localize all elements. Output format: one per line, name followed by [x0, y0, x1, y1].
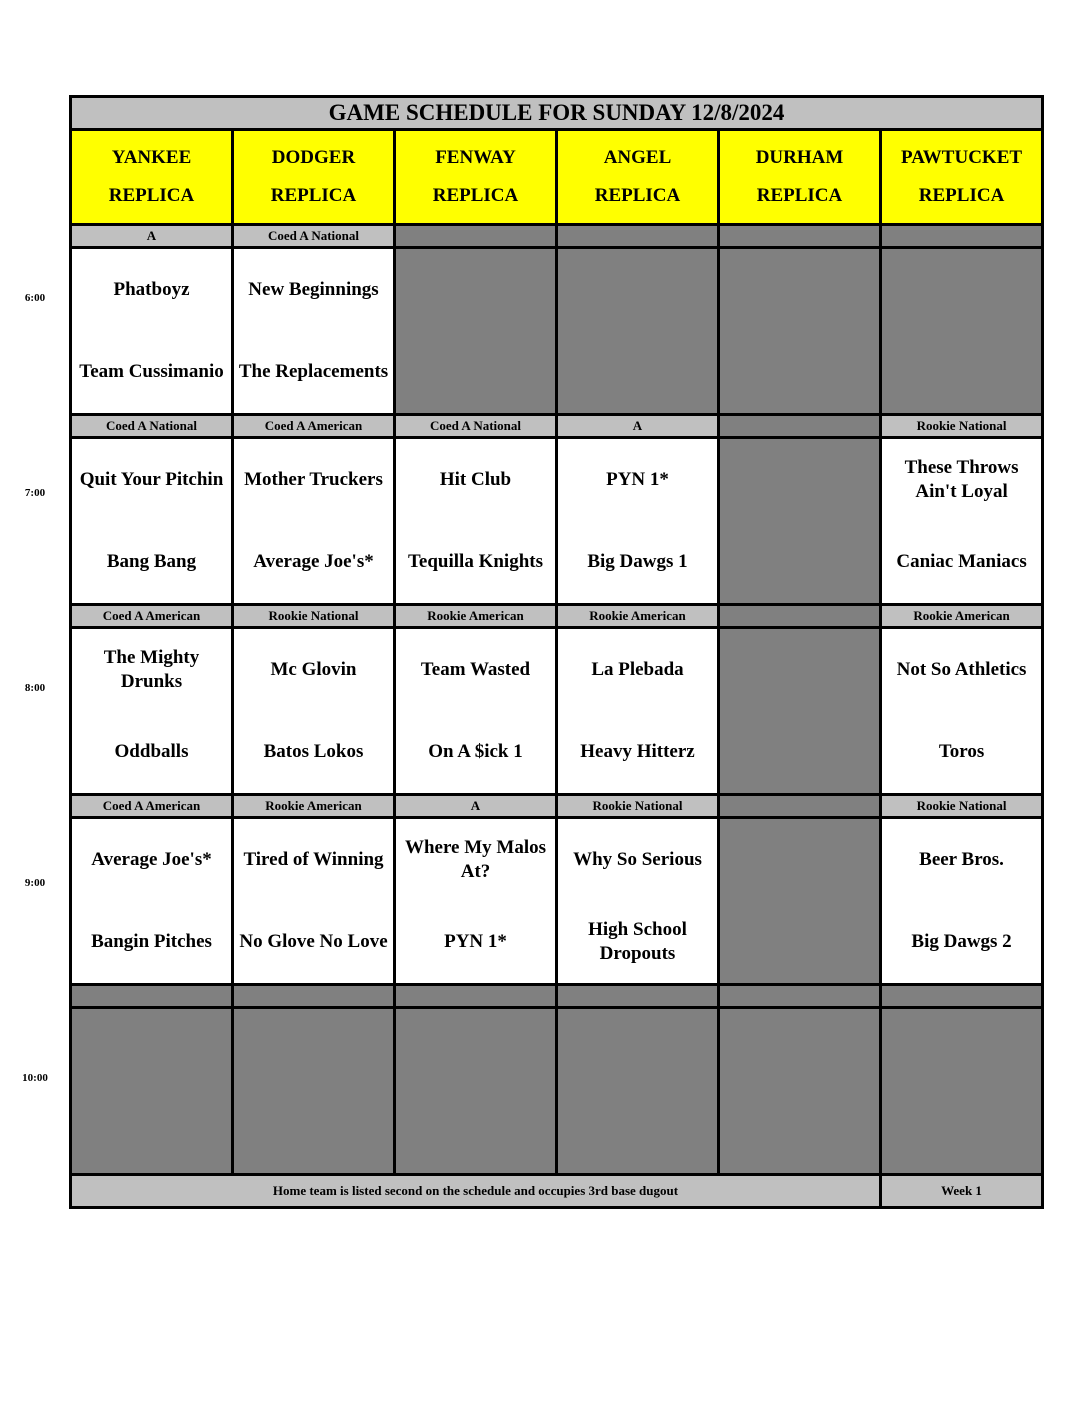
field-subtitle: REPLICA: [432, 185, 519, 206]
away-team: These Throws Ain't Loyal: [904, 457, 1019, 502]
game-cell: [395, 818, 557, 985]
game-cell: [233, 248, 395, 415]
field-subtitle: REPLICA: [108, 185, 195, 206]
division-label: A: [71, 225, 233, 248]
field-header: [71, 130, 233, 225]
division-label: Rookie National: [881, 795, 1043, 818]
division-label: Rookie American: [395, 605, 557, 628]
division-label: Rookie American: [557, 605, 719, 628]
home-team: On A $ick 1: [428, 741, 523, 762]
field-header: [881, 130, 1043, 225]
field-subtitle: REPLICA: [594, 185, 681, 206]
field-subtitle: REPLICA: [756, 185, 843, 206]
game-cell: [233, 438, 395, 605]
division-label: Coed A National: [395, 415, 557, 438]
away-team: La Plebada: [591, 659, 684, 680]
game-cell: [395, 628, 557, 795]
division-empty: [557, 985, 719, 1008]
home-team: Oddballs: [114, 741, 189, 762]
home-team: Team Cussimanio: [79, 361, 224, 382]
division-label: Coed A National: [233, 225, 395, 248]
field-header: [233, 130, 395, 225]
game-cell: [881, 818, 1043, 985]
division-label: Coed A American: [71, 605, 233, 628]
time-label: 7:00: [24, 487, 46, 499]
field-subtitle: REPLICA: [918, 185, 1005, 206]
empty-slot: [719, 248, 881, 415]
home-team: PYN 1*: [444, 931, 507, 952]
game-cell: [71, 818, 233, 985]
home-team: Caniac Maniacs: [896, 551, 1027, 572]
division-empty: [719, 795, 881, 818]
empty-slot: [719, 438, 881, 605]
field-header: [395, 130, 557, 225]
week-label: Week 1: [881, 1175, 1043, 1208]
away-team: Average Joe's*: [91, 849, 212, 870]
division-empty: [719, 225, 881, 248]
field-subtitle: REPLICA: [270, 185, 357, 206]
empty-slot: [71, 1008, 233, 1175]
field-header: [719, 130, 881, 225]
away-team: Quit Your Pitchin: [79, 469, 224, 490]
empty-slot: [719, 818, 881, 985]
home-team: High School Dropouts: [588, 919, 687, 964]
division-label: Rookie American: [881, 605, 1043, 628]
division-label: Coed A American: [233, 415, 395, 438]
empty-slot: [395, 1008, 557, 1175]
home-team: Average Joe's*: [253, 551, 374, 572]
home-team: Bang Bang: [106, 551, 197, 572]
game-cell: [71, 628, 233, 795]
home-team: Batos Lokos: [263, 741, 364, 762]
away-team: Hit Club: [439, 469, 512, 490]
empty-slot: [557, 1008, 719, 1175]
empty-slot: [719, 628, 881, 795]
game-cell: [71, 248, 233, 415]
home-team: Big Dawgs 2: [911, 931, 1012, 952]
game-cell: [557, 628, 719, 795]
time-label: 9:00: [24, 877, 46, 889]
field-name: DODGER: [271, 147, 356, 168]
schedule-table: [69, 95, 1044, 1209]
empty-slot: [719, 1008, 881, 1175]
away-team: Team Wasted: [420, 659, 531, 680]
division-empty: [881, 985, 1043, 1008]
home-team: Toros: [938, 741, 985, 762]
field-name: ANGEL: [603, 147, 672, 168]
division-empty: [881, 225, 1043, 248]
away-team: Why So Serious: [573, 849, 702, 870]
division-empty: [71, 985, 233, 1008]
home-team: The Replacements: [238, 361, 389, 382]
game-cell: [881, 438, 1043, 605]
field-header: [557, 130, 719, 225]
away-team: Mother Truckers: [244, 469, 383, 490]
division-empty: [233, 985, 395, 1008]
division-label: Rookie National: [881, 415, 1043, 438]
time-label: 10:00: [22, 1072, 48, 1084]
away-team: Tired of Winning: [243, 849, 384, 870]
game-cell: [557, 818, 719, 985]
game-cell: [881, 628, 1043, 795]
game-cell: [233, 628, 395, 795]
time-column: [0, 0, 70, 1408]
division-label: Rookie American: [233, 795, 395, 818]
away-team: Not So Athletics: [896, 659, 1027, 680]
division-empty: [719, 415, 881, 438]
field-name: DURHAM: [755, 147, 844, 168]
schedule-title: GAME SCHEDULE FOR SUNDAY 12/8/2024: [71, 97, 1043, 130]
division-label: Coed A American: [71, 795, 233, 818]
empty-slot: [881, 1008, 1043, 1175]
field-name: FENWAY: [435, 147, 516, 168]
home-team: Tequilla Knights: [408, 551, 543, 572]
away-team: PYN 1*: [606, 469, 669, 490]
empty-slot: [233, 1008, 395, 1175]
division-label: A: [557, 415, 719, 438]
away-team: New Beginnings: [248, 279, 379, 300]
empty-slot: [557, 248, 719, 415]
division-empty: [557, 225, 719, 248]
time-label: 8:00: [24, 682, 46, 694]
field-name: YANKEE: [111, 147, 192, 168]
field-name: PAWTUCKET: [901, 147, 1023, 168]
away-team: Mc Glovin: [270, 659, 357, 680]
division-label: A: [395, 795, 557, 818]
game-cell: [557, 438, 719, 605]
division-empty: [719, 985, 881, 1008]
division-label: Rookie National: [557, 795, 719, 818]
footer-note: Home team is listed second on the schedule and occupies 3rd base dugout: [71, 1175, 881, 1208]
home-team: Heavy Hitterz: [580, 741, 695, 762]
game-cell: [395, 438, 557, 605]
away-team: Where My Malos At?: [404, 837, 547, 882]
division-empty: [395, 225, 557, 248]
division-label: Rookie National: [233, 605, 395, 628]
home-team: Bangin Pitches: [91, 931, 212, 952]
game-cell: [233, 818, 395, 985]
away-team: The Mighty Drunks: [103, 647, 200, 692]
away-team: Phatboyz: [113, 279, 190, 300]
division-empty: [395, 985, 557, 1008]
game-cell: [71, 438, 233, 605]
empty-slot: [395, 248, 557, 415]
empty-slot: [881, 248, 1043, 415]
time-label: 6:00: [24, 292, 46, 304]
away-team: Beer Bros.: [919, 849, 1004, 870]
division-label: Coed A National: [71, 415, 233, 438]
division-empty: [719, 605, 881, 628]
home-team: No Glove No Love: [239, 931, 388, 952]
home-team: Big Dawgs 1: [587, 551, 688, 572]
